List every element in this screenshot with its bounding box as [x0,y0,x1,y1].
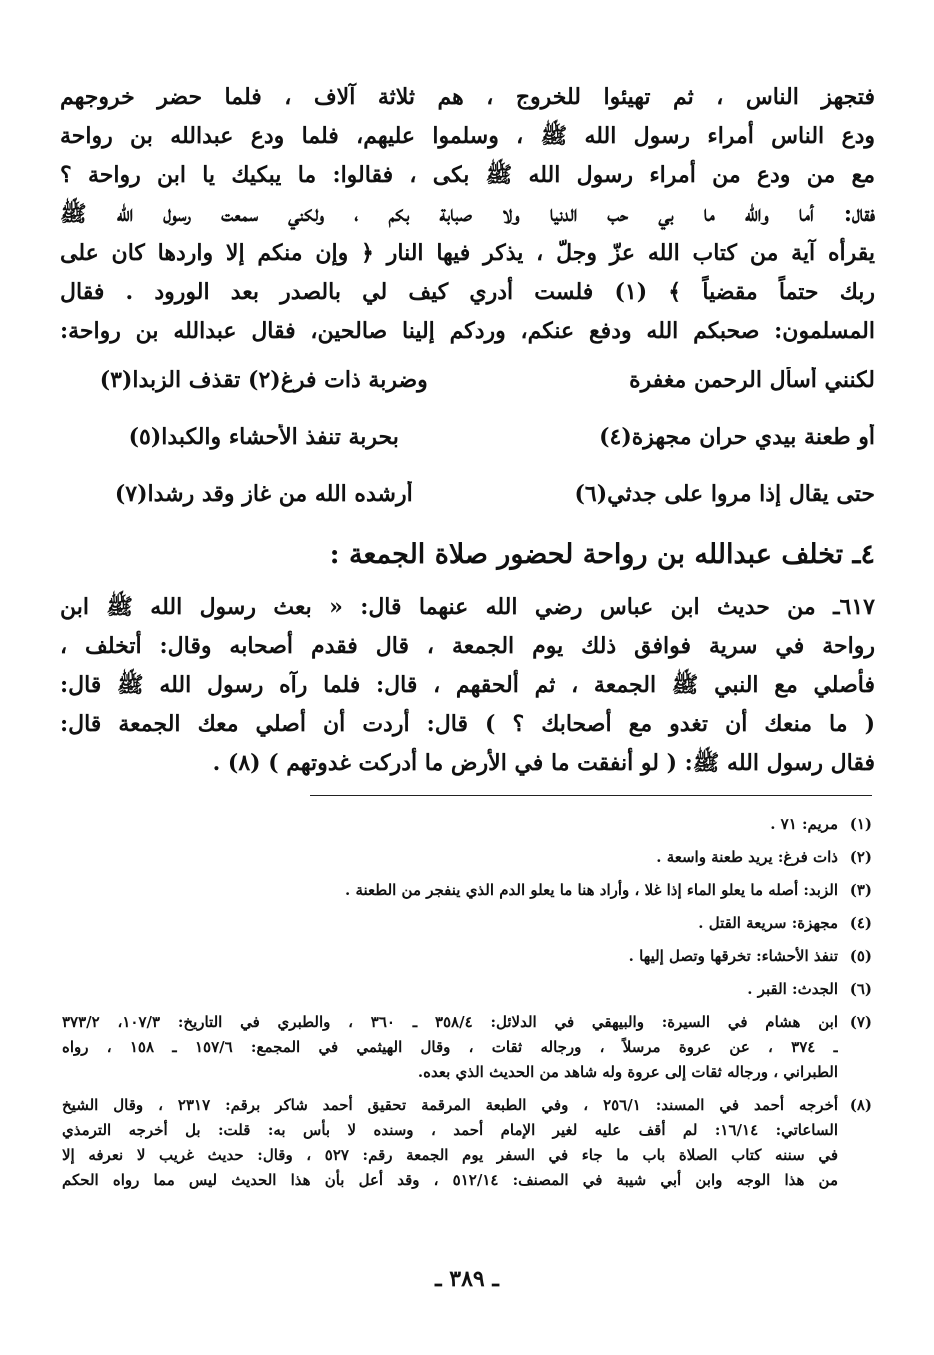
footnote-line: الجدث: القبر . [747,980,838,998]
hadith-line: فأصلي مع النبي ﷺ الجمعة ، ثم ألحقهم ، قال: فلما رآه رسول الله ﷺ قال: [60,672,875,698]
section-heading: ٤ـ تخلف عبدالله بن رواحة لحضور صلاة الجمعة : [329,539,875,570]
poem-verse [60,351,875,408]
narrative-line: المسلمون: صحبكم الله ودفع عنكم، وردكم إلينا صالحين، فقال عبدالله بن رواحة: [60,318,875,344]
narrative-line: مع من ودع من أمراء رسول الله ﷺ بكى ، فقالوا: ما يبكيك يا ابن رواحة ؟ [60,162,875,188]
footnote [62,812,872,837]
footnote [62,878,872,903]
narrative-line: ودع الناس أمراء رسول الله ﷺ ، وسلموا عليهم، فلما ودع عبدالله بن رواحة [60,123,875,149]
footnote-body [62,1093,838,1193]
narrative-block [60,78,875,351]
poem-verse [60,408,875,465]
footnote-number: (٧) [849,1013,872,1031]
verse-first-hemistich: أو طعنة بيدي حران مجهزة(٤) [599,423,875,450]
footnote-body [62,812,838,837]
footnote [62,911,872,936]
footnote-number: (٥) [849,947,872,965]
verse-second-hemistich: وضربة ذات فرغ(٢) تقذف الزبدا(٣) [99,366,428,393]
footnote-line: الساعاتي: ١٦/١٤: لم أقف عليه لغير الإمام أحمد ، وسنده لا بأس به: قلت: بل أخرجه الترمذي [62,1121,838,1139]
footnote-line: الزبد: أصله ما يعلو الماء إذا غلا ، وأراد هنا ما يعلو الدم الذي ينفجر من الطعنة . [345,881,838,899]
footnote-divider [310,795,872,796]
footnote-line: تنفذ الأحشاء: تخرقها وتصل إليها . [628,947,838,965]
footnote-line: مجهزة: سريعة القتل . [698,914,838,932]
footnote [62,1010,872,1085]
hadith-line: فقال رسول الله ﷺ: ( لو أنفقت ما في الأرض ما أدركت غدوتهم ) (٨) . [212,750,875,776]
footnote-line: في سننه كتاب الصلاة باب ما جاء في السفر يوم الجمعة رقم: ٥٢٧ ، وقال: حديث غريب لا نعرفه إلا [62,1146,838,1164]
footnote [62,944,872,969]
hadith-line: رواحة في سرية فوافق ذلك يوم الجمعة ، قال فقدم أصحابه وقال: أتخلف ، [60,633,875,659]
footnote-body [62,944,838,969]
footnote-line: ابن هشام في السيرة: والبيهقي في الدلائل: ٣٥٨/٤ ـ ٣٦٠ ، والطبري في التاريخ: ١٠٧/٣، ٣٧٣/٢ [62,1013,838,1031]
page-number: ـ ٣٨٩ ـ [435,1266,499,1292]
footnote [62,1093,872,1193]
footnote-line: ـ ٣٧٤ ، عن عروة مرسلاً ، ورجاله ثقات ، وقال الهيثمي في المجمع: ١٥٧/٦ ـ ١٥٨ ، رواه [62,1038,838,1056]
footnote [62,977,872,1002]
footnote-number: (٨) [849,1096,872,1114]
footnote-number: (٢) [849,848,872,866]
hadith-line: ٦١٧ـ من حديث ابن عباس رضي الله عنهما قال: « بعث رسول الله ﷺ ابن [60,594,875,620]
footnote-line: من هذا الوجه وابن أبي شيبة في المصنف: ٥١٢/١٤ ، وقد أعل بأن هذا الحديث ليس مما رواه الحكم [62,1171,838,1189]
narrative-line: فقال: أما والله ما بي حب الدنيا ولا صبابة بكم ، ولكني سمعت رسول الله ﷺ [60,201,875,227]
hadith-line: ( ما منعك أن تغدو مع أصحابك ؟ ) قال: أردت أن أصلي معك الجمعة قال: [60,711,875,737]
footnote-line: ذات فرغ: يريد طعنة واسعة . [656,848,838,866]
footnote-body [62,977,838,1002]
verse-first-hemistich: حتى يقال إذا مروا على جدثي(٦) [574,480,875,507]
footnote-number: (٣) [849,881,872,899]
footnote-line: أخرجه أحمد في المسند: ٢٥٦/١ ، وفي الطبعة المرقمة تحقيق أحمد شاكر برقم: ٢٣١٧ ، وقال الشيخ [62,1096,838,1114]
poem-verse [60,465,875,522]
narrative-line: فتجهز الناس ، ثم تهيئوا للخروج ، هم ثلاثة آلاف ، فلما حضر خروجهم [60,84,875,110]
narrative-line: ربك حتماً مقضياً ﴾ (١) فلست أدري كيف لي بالصدر بعد الورود . فقال [60,279,875,305]
footnote-body [62,845,838,870]
verse-second-hemistich: بحربة تنفذ الأحشاء والكبدا(٥) [128,423,399,450]
footnote-number: (٤) [849,914,872,932]
footnote-number: (١) [849,815,872,833]
footnote-body [62,878,838,903]
narrative-line: يقرأه آية من كتاب الله عزّ وجلّ ، يذكر فيها النار ﴿ وإن منكم إلا واردها كان على [60,240,875,266]
footnotes [62,812,872,1201]
verse-second-hemistich: أرشده الله من غاز وقد رشدا(٧) [114,480,413,507]
footnote-line: الطبراني ، ورجاله ثقات إلى عروة وله شاهد من الحديث الذي بعده. [417,1063,838,1081]
poem-block [60,351,875,522]
footnote [62,845,872,870]
footnote-body [62,911,838,936]
footnote-body [62,1010,838,1085]
footnote-number: (٦) [849,980,872,998]
verse-first-hemistich: لكنني أسأل الرحمن مغفرة [629,366,875,393]
hadith-block [60,588,875,783]
page-body [60,78,875,783]
footnote-line: مريم: ٧١ . [770,815,838,833]
